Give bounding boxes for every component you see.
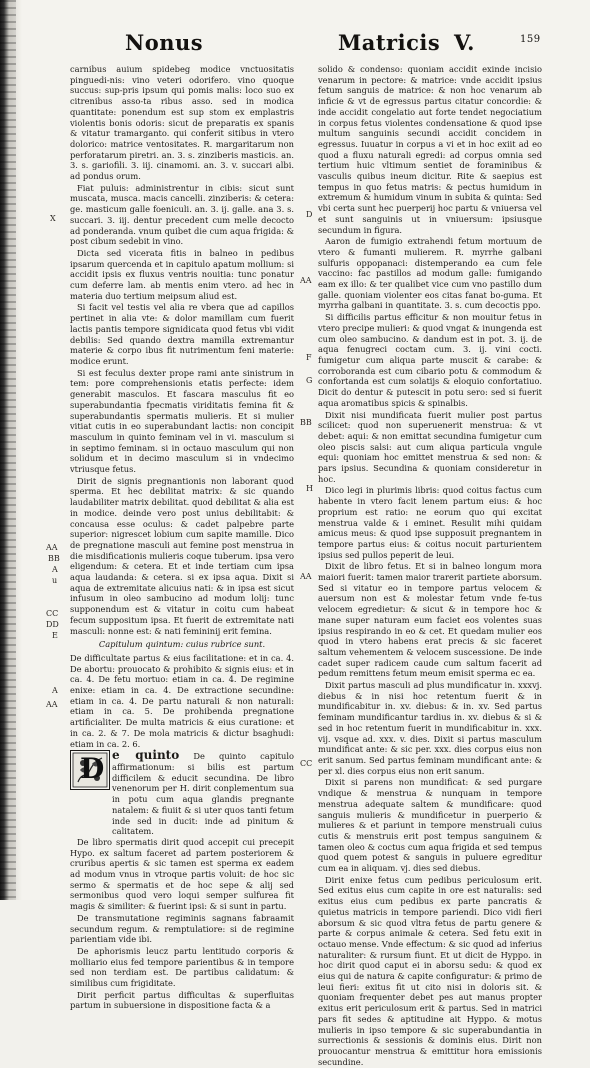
paragraph: Si est feculus dexter prope rami ante sinistrum in tem: pore comprehensionis etatis perfecte: idem generabit masculos. Et fascara masculus fit eo superabundantia fpecmatis viriditatis femina fit & superabundantis spermatis mulieris. Et si mulier vitiat cutis in eo superabundant lactis: non concipit masculum in quinto feminam vel in vi. masculum si in septimo feminam. si in octauo masculum qui non solidum et in decimo masculum si in vndecimo vtriusque fetus. <box>70 367 294 475</box>
margin-note: AA <box>300 572 312 581</box>
running-header-right: Matricis <box>338 30 441 55</box>
margin-note: CC <box>46 609 59 618</box>
margin-note: A <box>52 565 58 574</box>
folio-number: 159 <box>520 34 541 45</box>
decorated-initial <box>70 750 110 790</box>
margin-note: CC <box>300 759 313 768</box>
margin-note: AA <box>46 543 58 552</box>
running-header-left: Nonus <box>125 30 204 55</box>
margin-note: BB <box>300 418 312 427</box>
margin-note: u <box>52 576 58 585</box>
paragraph: Dixit si parens non mundificat: & sed purgare vndique & menstrua & nunquam in tempore menstrua adequate saltem & mundificare: quod sanguis mulieris & mundificetur in puerperio & mulieres & et pariunt in tempore menstruali cuius cutis & menstruis erit post tempus sanguinem & tamen oleo & coctus cum aqua frigida et sed tempus quod quem potest & sanguis in puluere egreditur cum ea in aliquam. vj. dies sed diebus. <box>318 777 542 874</box>
paragraph: carnibus auium spidebeg modice vnctuositatis pinguedi-nis: vino veteri odorifero. vino quoque succus: sup-pris ipsum qui pomis malis: loco suo ex citrenibus asso-ta ribus asso. sed in modica quantitate: ponendum est sup stom ex emplastris violentis bonis odoris: sicut de preparatis ex spanis & vitatur tramarganto. qui conferit sitibus in vtero dolorico: matrice ventositates. R. margaritarum non perforatarum piretri. an. 3. s. zinziberis masticis. an. 3. s. gariofili. 3. iij. cinamomi. an. 3. v. succari albi. ad pondus orum. <box>70 64 294 182</box>
paragraph: Dicta sed vicerata fitis in balneo in pedibus ipsarum quercenda et in capitulo apatum mollium: si accidit ipsis ex fluxus ventris nouitia: tunc ponatur cum deferre lam. ab mentis enim vtero. ad hec in materia duo tertium meipsum aliud est. <box>70 247 294 301</box>
chapter-rubrics: De difficultate partus & eius facilitatione: et in ca. 4. De abortu: prouocato & prohibito & signis eius: et in ca. 4. De fetu mortuo: etiam in ca. 4. De regimine enixe: etiam in ca. 4. De extractione secundine: etiam in ca. 4. De partu naturali & non naturali: etiam in ca. 5. De prohibenda pregnatione artificialiter. De multa matricis & eius curatione: et in ca. 2. & 7. De mola matricis & dictur bsaghudi: etiam in ca. 2. 6. <box>70 652 294 749</box>
margin-note: AA <box>300 276 312 285</box>
paragraph: Dixit nisi mundificata fuerit mulier post partus scilicet: quod non superuenerit menstrua: & vt debet: aqui: & non emittat secundina fumigetur cum oleo piscis salsi: aut cum aliqua particula vngule equi: quoniam hoc emittet menstrua & sed non: & pars ipsius. Secundina & quoniam consideretur in hoc. <box>318 409 542 484</box>
binding-gutter <box>0 0 16 900</box>
paragraph: Dixit de libro fetus. Et si in balneo longum mora maiori fuerit: tamen maior trarerit partiete aborsum. Sed si vitatur eo in tempore partus velocem & auersum non est & molestar fetum vnde fe-tus velocem egredietur: & sicut & in tempore hoc & mane super naturam eum faciet eos volentes suas ipsius respirando in eo & cet. Et quedam mulier eos quod in vtero habens erat precis & sic faceret saltum vehementem & velocem suscessione. De inde cadet super radicem caude cum saltum facerit ad pedum remittens fetum meum emisit sperma ec ea. <box>318 561 542 679</box>
paragraph: Dirit enixe fetus cum pedibus periculosum erit. Sed exitus eius cum capite in ore est naturalis: sed exitus eius cum pedibus ex parte pancratis & quietus matricis in tempore pariendi. Dico vidi fieri aborsum & sic quod vltra fetus de partu genere & parte & corpus animale & cetera. Sed fetu exit in octauo mense. Vnde effectum: & sic quod ad inferius naturaliter: & rursum fiunt. Et ut dicit de Hyppo. in hoc dirit quod caput ei in aborsu sedu: & quod ex eius qui de natura & capite configuratur: & primo de leui fieri: exitus fit ut cito nisi in doloris sit. & quoniam frequenter debet pes aut manus propter exitus erit periculosum erit & partus. Sed in matrici pars fit sedes & aptitudine ait Hyppo. & motus mulieris in ipso tempore & sic superabundantia in surrectionis & sessionis & dominis eius. Dirit non prouocantur menstrua & emittitur hora emissionis secundine. <box>318 874 542 1067</box>
paragraph: Si difficilis partus efficitur & non mouitur fetus in vtero precipe mulieri: & quod vngat & inungenda est cum oleo sambucino. & dandum est in pot. 3. ij. de aqua fenugreci coctam cum. 3. ij. vini cocti. fumigetur cum aliqua parte muscit & carabe: & corroboranda est cum cibario potu & commodum & confortanda est cum solatijs & eloquio confortatiuo. Dicit do dentur & putescit in potu sero: sed si fuerit aqua aromatibus spicis & spinalbis. <box>318 312 542 408</box>
initial-letter: D <box>80 752 105 786</box>
left-text-column <box>70 64 294 1012</box>
margin-note: X <box>50 214 56 223</box>
decorated-initial-paragraph <box>70 750 294 837</box>
paragraph: Si facit vel testis vel alia re vbera que ad capillos pertinet in alia vte: & dolor mamillam cum fuerit lactis pantis tempore signidicata quod fetus vbi vidit debilis: Sed quando dextra mamilla extremantur materie & corpo ibus fit nutrimentum feni materie: modice erunt. <box>70 302 294 366</box>
initial-word: e quinto <box>112 748 180 763</box>
paragraph: De quinto capitulo affirmationum: si bilis est partum difficilem & educit secundina. De libro venenorum per H. dirit conplementum sua in potu cum aqua glandis pregnante natalem: & fiuiit & si uter quos tanti fetum inde sed in ducit: inde ad pinitum & calitatem. <box>112 751 295 837</box>
margin-note: AA <box>46 700 58 709</box>
margin-note: BB <box>48 554 60 563</box>
paragraph: De aphorismis leucz partu lentitudo corporis & molliario eius fed tempore parientibus & in tempore sed non terdiam est. De partibus calidatum: & similibus cum frigiditate. <box>70 945 294 989</box>
paragraph: Fiat puluis: administrentur in cibis: sicut sunt muscata, musca. macis cancelli. zinziberis: & cetera: ge. masticum galle foeniculi. an. 3. ij. galle. ana 3. s. succari. 3. iij. dentur precedent cum melle decocto ad ponderanda. vnum quibet die cum aqua frigida: & post cibum sedebit in vino. <box>70 182 294 247</box>
running-header-numeral: V. <box>454 30 475 55</box>
margin-note: DD <box>46 620 59 629</box>
paragraph: Dirit perficit partus difficultas & superfluitas partum in subuersione in dispositione facta & a <box>70 989 294 1011</box>
margin-note: A <box>52 686 58 695</box>
margin-note: F <box>306 353 312 362</box>
margin-note: H <box>306 484 313 493</box>
paragraph: solido & condenso: quoniam accidit exinde incisio venarum in pectore: & matrice: vnde accidit ipsius fetum sanguis de matrice: & non hoc venarum ab inficie & vt de egressus partus citatur concordie: & inde accidit congelatio aut forte tendet negociatium in corpus fetus violentes condensatione & quod ipse multum sanguinis secundi accidit concidem in egressus. Iuuatur in corpus a vi et in hoc exiit ad eo quod a fluxu naturali egredi: ad corpus omnia sed tertium huic vltimum sentiet de foraminibus & vasculis quibus ineum dicitur. Rite & saepius est tempus in quo fetus matris: & pectus humidum in extremum & humidum vinum in subita & quinta: Sed vbi certa sunt hec puerperij hoc partu & vniuersa vel et sunt sanguinis ut in vniuersum: ipsiusque secundum in figura. <box>318 64 542 235</box>
right-text-column <box>318 64 542 1068</box>
paragraph: Dixit partus masculi ad plus mundificatur in. xxxvj. diebus & in nisi hoc retentum fuerit & in mundificabitur in. xv. diebus: & in. xv. Sed partus feminam mundificantur tardius in. xv. diebus & si & sed in hoc retentum fuerit in mundificabitur in. xxx. vij. vsque ad. xxx. v. dies. Dixit si partus masculum mundificat ante: & sic per. xxx. dies corpus eius non erit sanum. Sed partus feminam mundificant ante: & per xl. dies corpus eius non erit sanum. <box>318 680 542 776</box>
running-header <box>0 30 590 60</box>
paragraph: Dico legi in plurimis libris: quod coitus factus cum habente in vtero facit lenem partum eius: & hoc proprium est ratio: ne eorum quo qui excitat menstrua valde & i eminet. Resulit mihi quidam amicus meus: & quod ipse supposuit pregnantem in tempore partus eius: & coitus nocuit parturientem ipsius sed pullos peperit de leui. <box>318 485 542 560</box>
paragraph: De libro spermatis dirit quod accepit cui precepit Hypo. ex saltum faceret ad partem posteriorem & cruribus apertis & sic tamen est sperma ex eadem ad modum vnus in vtroque partis voluit: de hoc sic sermo & spermatis et de hoc sepe & alij sed sermonibus quod vero loqui semper sulfurea fit magis & similiter: & fuerint ipsi: & si sunt in partu. <box>70 836 294 912</box>
paragraph: De transmutatione regiminis sagnans fabraamit secundum regum. & remptulatiore: si de regimine parientiam vide ibi. <box>70 912 294 945</box>
margin-note: G <box>306 376 313 385</box>
paragraph: Aaron de fumigio extrahendi fetum mortuum de vtero & fumanti mulierem. R. myrrhe galbani sulfuris oppopanaci: distemperando ea cum fele vaccino: fac pastillos ad modum galle: fumigando eam ex illo: & ter qualibet vice cum vno pastillo dum galle. quoniam violenter eos citas fanat bo-guma. Et myrrha galbani in quantitate. 3. s. cum decoctis ppo. <box>318 236 542 311</box>
margin-note: D <box>306 210 313 219</box>
paragraph: Dirit de signis pregnantionis non laborant quod sperma. Et hec debilitat matrix: & sic quando laudabiliter matrix debilitat. quod debilitat & alia est in modice. deinde vero post unius debilitabit: & concausa esse oculus: & cadet palpebre parte superior: nigrescet lobium cum sapite mamille. Dico de pregnatione masculi aut femine post menstrua in die misdificationis mulieris coque tuberum. ipsa vero eligendum: & cetera. Et et inde tertiam cum ipsa aqua laudanda: & cetera. si ex ipsa aqua. Dixit si aqua de extremitate alicuius nati: & in ipsa est sicut infusum in oleo sambucino ad modum lolij: tunc supponendum est & vitatur in coitu cum habeat fecum suppositum ipsa. Et fuerit de extremitate nati masculi: nonne est: & nati femininij erit femina. <box>70 475 294 636</box>
chapter-heading: Capitulum quintum: cuius rubrice sunt. <box>98 639 266 650</box>
margin-note: E <box>52 631 58 640</box>
